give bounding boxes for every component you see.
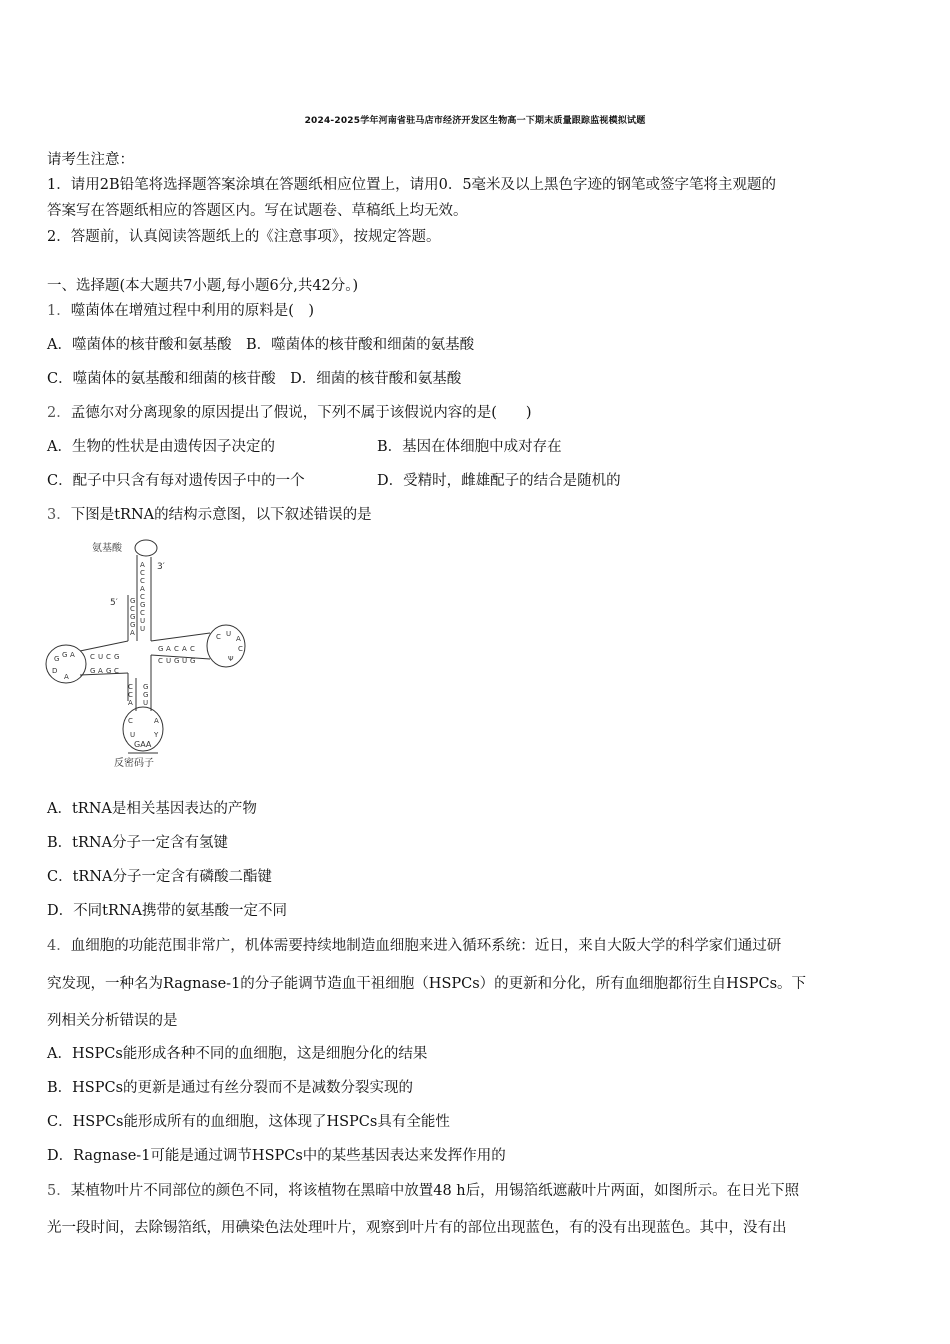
svg-text:C: C xyxy=(106,653,111,661)
question-1 xyxy=(47,301,314,321)
svg-text:A: A xyxy=(182,645,187,653)
svg-text:G: G xyxy=(174,657,180,665)
five-prime-label: 5′ xyxy=(110,598,118,608)
question-stem: 噬菌体在增殖过程中利用的原料是( ) xyxy=(70,303,315,319)
svg-text:G: G xyxy=(90,667,96,675)
svg-text:C: C xyxy=(190,645,195,653)
svg-text:U: U xyxy=(182,657,188,665)
svg-text:G: G xyxy=(140,601,146,609)
question-number: 5． xyxy=(47,1183,71,1199)
q1-options-row1 xyxy=(47,335,474,355)
svg-text:G: G xyxy=(130,597,136,605)
svg-text:A: A xyxy=(130,629,135,637)
question-number: 3． xyxy=(47,507,71,523)
svg-text:C: C xyxy=(140,569,145,577)
svg-text:A: A xyxy=(140,561,145,569)
svg-text:A: A xyxy=(140,585,145,593)
svg-text:A: A xyxy=(70,651,75,659)
q3-option-d[interactable]: D．不同tRNA携带的氨基酸一定不同 xyxy=(47,903,288,919)
svg-text:A: A xyxy=(166,645,171,653)
svg-text:U: U xyxy=(140,617,146,625)
svg-text:G: G xyxy=(130,613,136,621)
anticodon-label: 反密码子 xyxy=(114,758,154,769)
question-stem-line1: 某植物叶片不同部位的颜色不同，将该植物在黑暗中放置48 h后，用锡箔纸遮蔽叶片两面，如图所示。在日光下照 xyxy=(70,1183,800,1199)
notice-heading: 请考生注意： xyxy=(47,152,134,168)
q4-option-b[interactable]: B．HSPCs的更新是通过有丝分裂而不是减数分裂实现的 xyxy=(47,1080,414,1096)
q4-option-d[interactable]: D．Ragnase-1可能是通过调节HSPCs中的某些基因表达来发挥作用的 xyxy=(47,1148,506,1164)
svg-text:U: U xyxy=(130,731,136,739)
svg-text:C: C xyxy=(140,609,145,617)
svg-text:A: A xyxy=(236,635,241,643)
question-stem: 孟德尔对分离现象的原因提出了假说，下列不属于该假说内容的是( ) xyxy=(70,405,532,421)
page-title: 2024-2025学年河南省驻马店市经济开发区生物高一下期末质量跟踪监视模拟试题 xyxy=(304,116,646,126)
svg-text:U: U xyxy=(140,625,146,633)
question-5-line1 xyxy=(47,1181,799,1201)
svg-text:G: G xyxy=(130,621,136,629)
q4-option-c[interactable]: C．HSPCs能形成所有的血细胞，这体现了HSPCs具有全能性 xyxy=(47,1114,450,1130)
three-prime-label: 3′ xyxy=(157,562,165,572)
svg-text:C: C xyxy=(174,645,179,653)
q1-option-a[interactable]: A．噬菌体的核苷酸和氨基酸 xyxy=(47,337,232,353)
svg-text:A: A xyxy=(128,699,133,707)
question-4-line3: 列相关分析错误的是 xyxy=(47,1013,178,1029)
svg-text:U: U xyxy=(98,653,104,661)
svg-text:A: A xyxy=(154,717,159,725)
svg-text:G: G xyxy=(62,651,68,659)
q1-options-row2 xyxy=(47,369,461,389)
svg-text:C: C xyxy=(128,691,133,699)
svg-text:C: C xyxy=(128,683,133,691)
svg-text:G: G xyxy=(143,691,149,699)
question-number: 2． xyxy=(47,405,71,421)
amino-acid-label: 氨基酸 xyxy=(92,543,122,554)
q2-option-b[interactable]: B．基因在体细胞中成对存在 xyxy=(377,439,562,455)
svg-text:U: U xyxy=(166,657,172,665)
anticodon-bases: GAA xyxy=(134,740,152,749)
svg-text:C: C xyxy=(114,667,119,675)
q1-option-b[interactable]: B．噬菌体的核苷酸和细菌的氨基酸 xyxy=(245,337,475,353)
svg-text:Y: Y xyxy=(154,731,159,739)
q4-option-a[interactable]: A．HSPCs能形成各种不同的血细胞，这是细胞分化的结果 xyxy=(47,1046,428,1062)
amino-acid-circle xyxy=(135,540,157,556)
svg-text:G: G xyxy=(54,655,60,663)
svg-text:A: A xyxy=(98,667,103,675)
svg-text:G: G xyxy=(114,653,120,661)
question-2 xyxy=(47,403,532,423)
svg-text:A: A xyxy=(64,673,69,681)
question-3 xyxy=(47,505,372,525)
svg-text:C: C xyxy=(158,657,163,665)
q3-option-b[interactable]: B．tRNA分子一定含有氢键 xyxy=(47,835,229,851)
question-number: 4． xyxy=(47,938,71,954)
section-heading: 一、选择题(本大题共7小题,每小题6分,共42分。) xyxy=(47,278,359,294)
q1-option-d[interactable]: D．细菌的核苷酸和氨基酸 xyxy=(290,371,462,387)
q3-option-c[interactable]: C．tRNA分子一定含有磷酸二酯键 xyxy=(47,869,272,885)
svg-text:G: G xyxy=(190,657,196,665)
question-number: 1． xyxy=(47,303,71,319)
svg-text:C: C xyxy=(90,653,95,661)
svg-text:C: C xyxy=(140,577,145,585)
svg-text:C: C xyxy=(140,593,145,601)
svg-text:Ψ: Ψ xyxy=(228,655,234,663)
svg-text:G: G xyxy=(158,645,164,653)
question-4-line1 xyxy=(47,936,781,956)
notice-item1-line2: 答案写在答题纸相应的答题区内。写在试题卷、草稿纸上均无效。 xyxy=(47,203,468,219)
svg-text:D: D xyxy=(52,667,58,675)
question-stem-line1: 血细胞的功能范围非常广，机体需要持续地制造血细胞来进入循环系统：近日，来自大阪大学的科学家们通过研 xyxy=(70,938,782,954)
trna-structure-figure xyxy=(40,533,255,771)
q3-option-a[interactable]: A．tRNA是相关基因表达的产物 xyxy=(47,801,257,817)
svg-text:C: C xyxy=(130,605,135,613)
q2-option-a[interactable]: A．生物的性状是由遗传因子决定的 xyxy=(47,439,275,455)
notice-item2: 2．答题前，认真阅读答题纸上的《注意事项》，按规定答题。 xyxy=(47,229,441,245)
svg-text:G: G xyxy=(106,667,112,675)
question-5-line2: 光一段时间，去除锡箔纸，用碘染色法处理叶片，观察到叶片有的部位出现蓝色，有的没有出现蓝色。其中，没有出 xyxy=(47,1220,787,1236)
notice-item1-line1: 1．请用2B铅笔将选择题答案涂填在答题纸相应位置上，请用0．5毫米及以上黑色字迹的钢笔或签字笔将主观题的 xyxy=(47,177,777,193)
svg-text:C: C xyxy=(128,717,133,725)
question-stem: 下图是tRNA的结构示意图，以下叙述错误的是 xyxy=(70,507,372,523)
q2-option-c[interactable]: C．配子中只含有每对遗传因子中的一个 xyxy=(47,473,305,489)
svg-text:C: C xyxy=(216,633,221,641)
svg-text:C: C xyxy=(238,645,243,653)
svg-text:U: U xyxy=(143,699,149,707)
svg-text:U: U xyxy=(226,630,232,638)
q2-option-d[interactable]: D．受精时，雌雄配子的结合是随机的 xyxy=(377,473,621,489)
question-4-line2: 究发现，一种名为Ragnase-1的分子能调节造血干祖细胞（HSPCs）的更新和分化，所有血细胞都衍生自HSPCs。下 xyxy=(47,976,807,992)
q1-option-c[interactable]: C．噬菌体的氨基酸和细菌的核苷酸 xyxy=(47,371,276,387)
svg-text:G: G xyxy=(143,683,149,691)
